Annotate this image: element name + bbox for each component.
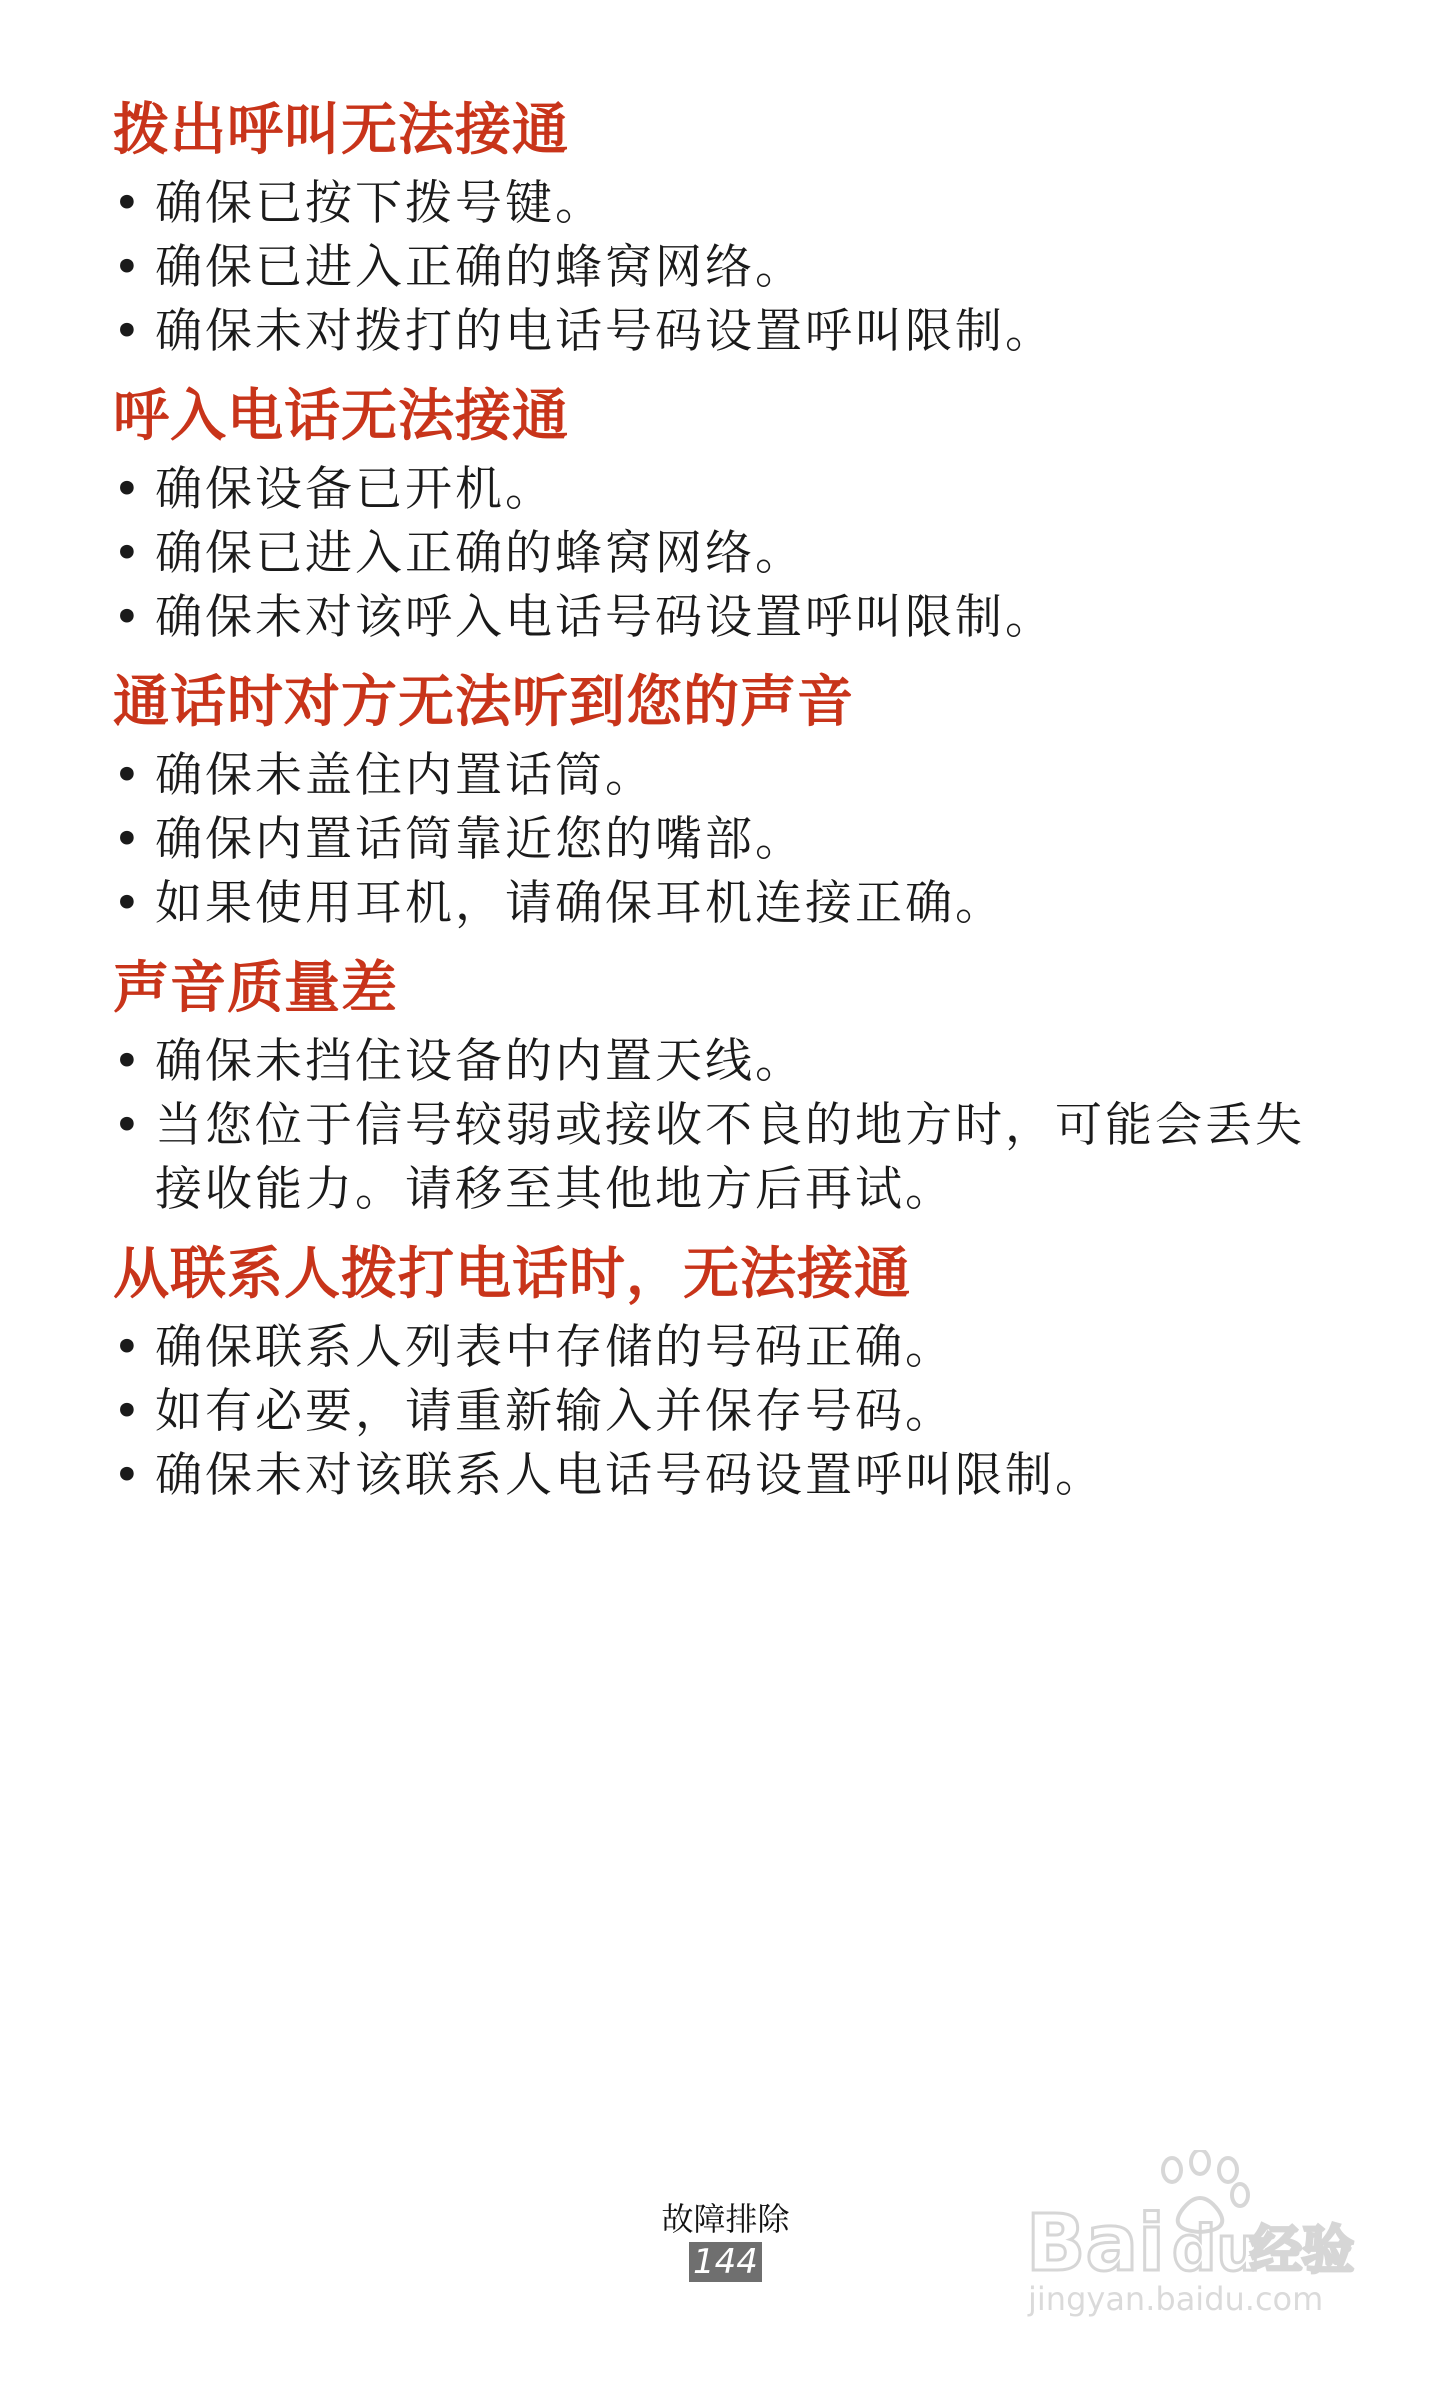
bullet-icon: • — [113, 590, 144, 645]
list-item — [113, 808, 1343, 872]
section-incoming-calls — [113, 378, 1343, 650]
list-item-text: 确保已进入正确的蜂窝网络。 — [155, 526, 805, 581]
list-item — [113, 458, 1343, 522]
list-item — [113, 1094, 1343, 1222]
watermark-url: jingyan.baidu.com — [1028, 2280, 1324, 2318]
bullet-icon: • — [113, 304, 144, 359]
section-voice-not-heard — [113, 664, 1343, 936]
bullet-icon: • — [113, 1384, 144, 1439]
list-item — [113, 1030, 1343, 1094]
list-item — [113, 872, 1343, 936]
page-number: 144 — [689, 2242, 762, 2282]
watermark-product: 经验 — [1250, 2221, 1355, 2281]
section-title: 通话时对方无法听到您的声音 — [113, 670, 854, 735]
bullet-list — [113, 1316, 1343, 1508]
bullet-icon: • — [113, 1034, 144, 1089]
list-item — [113, 172, 1343, 236]
list-item-text: 确保设备已开机。 — [155, 462, 555, 517]
baidu-watermark-logo — [1022, 2150, 1362, 2320]
bullet-icon: • — [113, 1320, 144, 1375]
list-item — [113, 744, 1343, 808]
section-outgoing-calls — [113, 92, 1343, 364]
list-item-text: 确保未对拨打的电话号码设置呼叫限制。 — [155, 304, 1055, 359]
bullet-list — [113, 744, 1343, 936]
bullet-icon: • — [113, 526, 144, 581]
section-contacts-dialing — [113, 1236, 1343, 1508]
list-item-text: 确保联系人列表中存储的号码正确。 — [155, 1320, 955, 1375]
list-item-text: 确保未对该联系人电话号码设置呼叫限制。 — [155, 1448, 1105, 1503]
bullet-icon: • — [113, 240, 144, 295]
list-item-text: 当您位于信号较弱或接收不良的地方时，可能会丢失接收能力。请移至其他地方后再试。 — [155, 1098, 1305, 1217]
list-item-text: 确保已按下拨号键。 — [155, 176, 605, 231]
list-item-text: 确保内置话筒靠近您的嘴部。 — [155, 812, 805, 867]
document-content — [113, 92, 1343, 1522]
list-item-text: 确保未挡住设备的内置天线。 — [155, 1034, 805, 1089]
section-title: 呼入电话无法接通 — [113, 384, 569, 449]
list-item-text: 如有必要，请重新输入并保存号码。 — [155, 1384, 955, 1439]
bullet-list — [113, 458, 1343, 650]
list-item — [113, 1444, 1343, 1508]
list-item — [113, 236, 1343, 300]
list-item-text: 确保已进入正确的蜂窝网络。 — [155, 240, 805, 295]
list-item-text: 确保未对该呼入电话号码设置呼叫限制。 — [155, 590, 1055, 645]
bullet-icon: • — [113, 876, 144, 931]
bullet-icon: • — [113, 462, 144, 517]
list-item — [113, 1380, 1343, 1444]
section-title: 声音质量差 — [113, 956, 398, 1021]
bullet-icon: • — [113, 812, 144, 867]
list-item — [113, 586, 1343, 650]
list-item-text: 确保未盖住内置话筒。 — [155, 748, 655, 803]
list-item-text: 如果使用耳机，请确保耳机连接正确。 — [155, 876, 1005, 931]
list-item — [113, 1316, 1343, 1380]
footer-section-name: 故障排除 — [661, 2200, 790, 2238]
watermark-brand-suffix: du — [1172, 2212, 1261, 2285]
bullet-icon: • — [113, 176, 144, 231]
bullet-icon: • — [113, 748, 144, 803]
list-item — [113, 522, 1343, 586]
section-poor-sound-quality — [113, 950, 1343, 1222]
bullet-list — [113, 172, 1343, 364]
bullet-icon: • — [113, 1098, 144, 1153]
bullet-list — [113, 1030, 1343, 1222]
section-title: 拨出呼叫无法接通 — [113, 98, 569, 163]
section-title: 从联系人拨打电话时，无法接通 — [113, 1242, 911, 1307]
watermark-brand: Bai — [1026, 2199, 1165, 2289]
bullet-icon: • — [113, 1448, 144, 1503]
list-item — [113, 300, 1343, 364]
